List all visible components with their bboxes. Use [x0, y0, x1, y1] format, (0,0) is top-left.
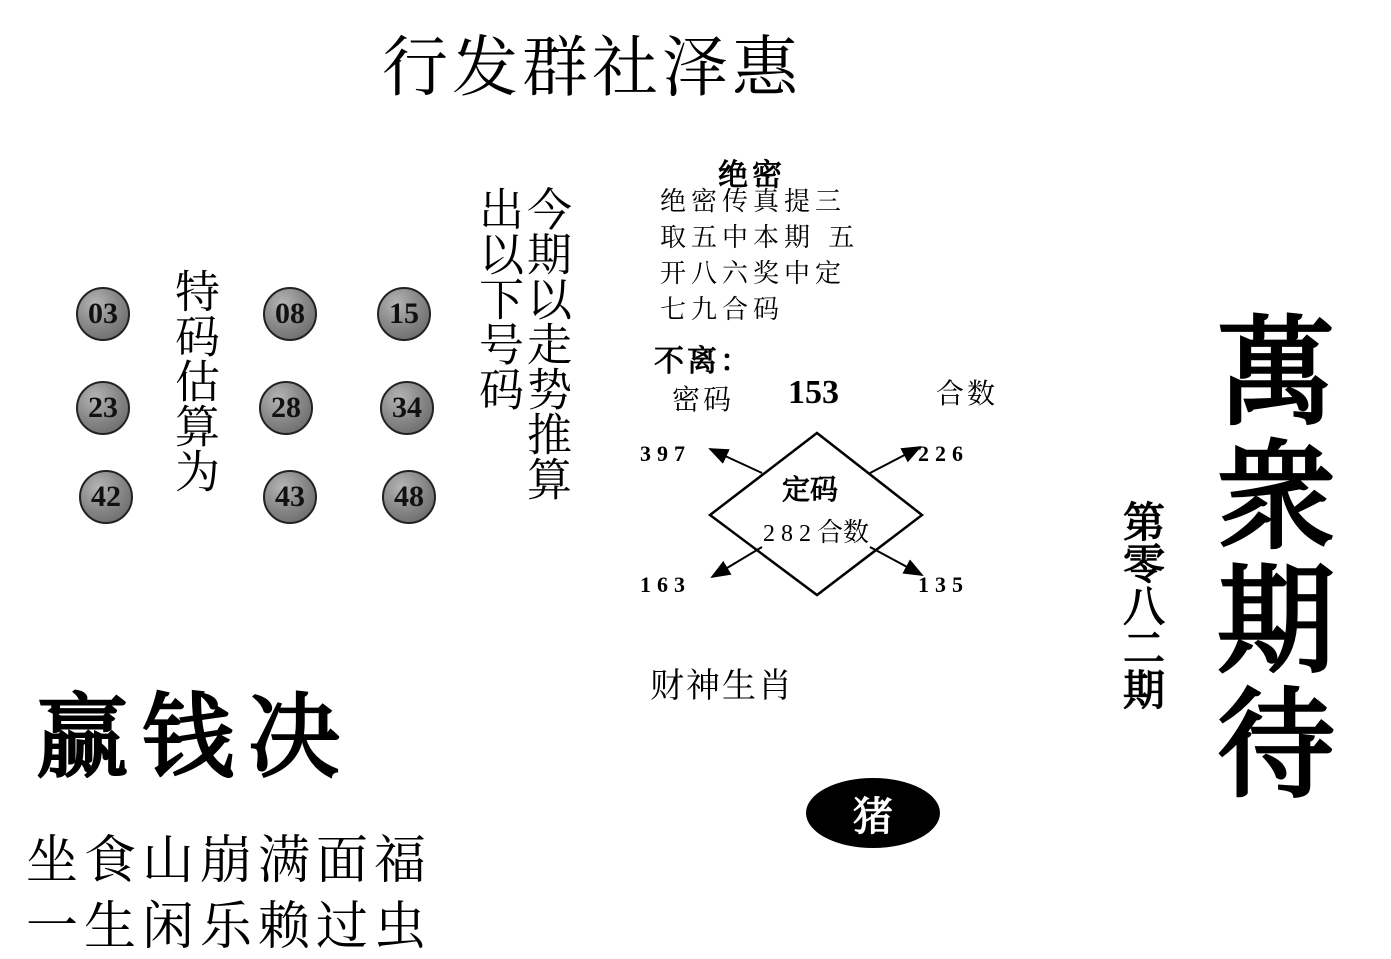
poem-line-2: 一生闲乐赖过虫 — [26, 897, 433, 957]
number-ball: 43 — [263, 470, 317, 524]
zodiac-badge — [806, 778, 940, 848]
number-top-left: 397 — [640, 441, 691, 466]
win-money-title: 赢钱决 — [36, 683, 355, 791]
page-title: 行发群社泽惠 — [382, 29, 802, 106]
secret-line: 开八六奖中定 — [660, 259, 847, 289]
arrow-bottom-right — [870, 547, 922, 575]
diamond-value-row — [763, 512, 869, 549]
number-ball: 28 — [259, 381, 313, 435]
arrow-top-right — [870, 447, 920, 473]
secret-line: 七九合码 — [660, 295, 785, 325]
slogan: 萬衆期待 — [1197, 310, 1336, 806]
diamond-suffix: 合数 — [817, 518, 870, 548]
number-ball: 23 — [76, 381, 130, 435]
arrow-bottom-left — [712, 547, 762, 577]
number-top-right: 226 — [918, 441, 969, 466]
secret-line: 绝密传真提三 — [660, 187, 847, 217]
secret-title: 绝密 — [718, 158, 786, 193]
number-ball: 48 — [382, 470, 436, 524]
number-ball: 03 — [76, 287, 130, 341]
number-ball: 15 — [377, 287, 431, 341]
number-ball: 42 — [79, 470, 133, 524]
diamond-value: 282 — [763, 521, 817, 547]
number-ball: 34 — [380, 381, 434, 435]
arrow-top-left — [710, 449, 762, 473]
special-number-label: 特码估算为 — [167, 268, 220, 493]
poem-line-1: 坐食山崩满面福 — [26, 831, 433, 891]
diamond-label: 定码 — [782, 473, 839, 506]
secret-line: 取五中本期 五 — [660, 223, 860, 253]
mima-value: 153 — [788, 374, 839, 411]
number-bottom-right: 135 — [918, 572, 969, 597]
number-bottom-left: 163 — [640, 572, 691, 597]
bu-li-label: 不离： — [654, 344, 753, 379]
number-ball: 08 — [263, 287, 317, 341]
heshu-label: 合数 — [936, 377, 999, 410]
trend-text-col2: 出以下号码 — [471, 186, 524, 411]
issue-number: 第零八二期 — [1117, 500, 1166, 710]
zodiac-animal: 猪 — [853, 793, 893, 840]
trend-text-col1: 今期以走势推算 — [519, 186, 572, 501]
zodiac-label: 财神生肖 — [650, 666, 794, 706]
mima-label: 密码 — [672, 383, 735, 416]
secret-lines — [660, 184, 859, 328]
